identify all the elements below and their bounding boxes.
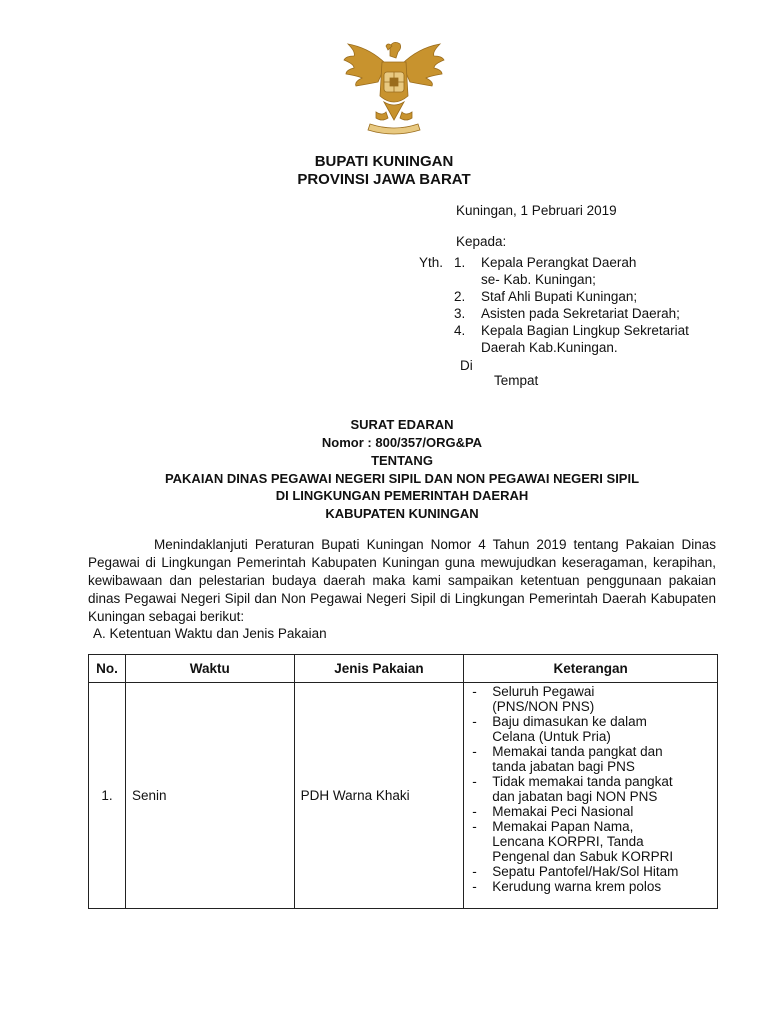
kepada-label: Kepada: — [456, 234, 507, 249]
keterangan-text: Kerudung warna krem polos — [492, 879, 662, 894]
table-row — [89, 683, 718, 909]
body-paragraph-text: Menindaklanjuti Peraturan Bupati Kuningan Nomor 4 Tahun 2019 tentang Pakaian Dinas Pegawai di Lingkungan Pemerintah Kabupaten Kuningan guna mewujudkan keseragaman, kerapihan, kewibawaan dan pelestarian budaya daerah maka kami sampaikan ketentuan penggunaan pakaian dinas Pegawai Negeri Sipil dan Non Pegawai Negeri Sipil di Lingkungan Pemerintah Daerah Kabupaten Kuningan sebagai berikut: — [88, 537, 716, 624]
header-no: No. — [89, 655, 126, 683]
keterangan-bullet: - — [472, 879, 477, 894]
header-line2: PROVINSI JAWA BARAT — [297, 171, 471, 188]
recipient-num: 1. — [454, 255, 466, 270]
recipient-item — [454, 322, 754, 339]
keterangan-bullet — [472, 729, 492, 744]
keterangan-bullet — [472, 699, 492, 714]
keterangan-bullet: - — [472, 804, 477, 819]
keterangan-item — [472, 684, 711, 699]
subject-line3: KABUPATEN KUNINGAN — [325, 506, 479, 521]
keterangan-text: tanda jabatan bagi PNS — [492, 759, 635, 774]
keterangan-bullet — [472, 789, 492, 804]
keterangan-item — [472, 729, 711, 744]
keterangan-text: Memakai tanda pangkat dan — [492, 744, 663, 759]
keterangan-bullet — [472, 849, 492, 864]
recipient-text-cont: se- Kab. Kuningan; — [481, 272, 596, 287]
cell-jenis: PDH Warna Khaki — [294, 683, 464, 909]
keterangan-text: (PNS/NON PNS) — [492, 699, 595, 714]
keterangan-bullet — [472, 759, 492, 774]
keterangan-item — [472, 759, 711, 774]
keterangan-list — [470, 684, 711, 894]
surat-edaran-title: SURAT EDARAN — [350, 417, 454, 432]
header-jenis-pakaian: Jenis Pakaian — [294, 655, 464, 683]
yth-label: Yth. — [419, 255, 444, 270]
keterangan-text: Memakai Peci Nasional — [492, 804, 634, 819]
keterangan-text: Baju dimasukan ke dalam — [492, 714, 647, 729]
keterangan-item — [472, 819, 711, 834]
keterangan-text: Sepatu Pantofel/Hak/Sol Hitam — [492, 864, 679, 879]
keterangan-item — [472, 849, 711, 864]
keterangan-item — [472, 879, 711, 894]
recipient-item — [454, 288, 754, 305]
di-label: Di — [460, 358, 473, 373]
keterangan-bullet: - — [472, 714, 477, 729]
keterangan-text: Lencana KORPRI, Tanda — [492, 834, 644, 849]
recipient-num: 2. — [454, 289, 466, 304]
keterangan-item — [472, 864, 711, 879]
recipient-item — [454, 305, 754, 322]
keterangan-text: Seluruh Pegawai — [492, 684, 595, 699]
dress-code-table — [88, 654, 718, 909]
nomor-line: Nomor : 800/357/ORG&PA — [321, 435, 483, 450]
recipient-num: 4. — [454, 323, 466, 338]
keterangan-item — [472, 789, 711, 804]
body-paragraph — [88, 536, 716, 626]
keterangan-item — [472, 744, 711, 759]
recipient-text: Staf Ahli Bupati Kuningan; — [481, 289, 638, 304]
keterangan-item — [472, 804, 711, 819]
recipient-text: Kepala Bagian Lingkup Sekretariat — [481, 323, 689, 338]
keterangan-text: Celana (Untuk Pria) — [492, 729, 611, 744]
tempat-label: Tempat — [494, 373, 539, 388]
garuda-emblem-icon — [340, 38, 448, 138]
keterangan-text: Memakai Papan Nama, — [492, 819, 634, 834]
table-header-row — [89, 655, 718, 683]
recipient-text: Kepala Perangkat Daerah — [481, 255, 637, 270]
recipient-text: Asisten pada Sekretariat Daerah; — [481, 306, 680, 321]
recipient-item — [454, 254, 754, 271]
keterangan-item — [472, 834, 711, 849]
keterangan-bullet: - — [472, 864, 477, 879]
section-a-heading: A. Ketentuan Waktu dan Jenis Pakaian — [93, 626, 327, 641]
keterangan-item — [472, 714, 711, 729]
keterangan-item — [472, 774, 711, 789]
keterangan-text: dan jabatan bagi NON PNS — [492, 789, 658, 804]
header-line1: BUPATI KUNINGAN — [314, 153, 454, 170]
keterangan-text: Pengenal dan Sabuk KORPRI — [492, 849, 674, 864]
place-date: Kuningan, 1 Pebruari 2019 — [456, 203, 617, 218]
keterangan-bullet — [472, 834, 492, 849]
cell-no: 1. — [89, 683, 126, 909]
keterangan-text: Tidak memakai tanda pangkat — [492, 774, 673, 789]
subject-line2: DI LINGKUNGAN PEMERINTAH DAERAH — [275, 488, 529, 503]
recipient-list — [454, 254, 754, 356]
tentang-line: TENTANG — [371, 453, 433, 468]
header-keterangan: Keterangan — [464, 655, 718, 683]
header-waktu: Waktu — [125, 655, 294, 683]
recipient-text-cont: Daerah Kab.Kuningan. — [481, 340, 618, 355]
keterangan-item — [472, 699, 711, 714]
cell-waktu: Senin — [125, 683, 294, 909]
keterangan-bullet: - — [472, 819, 477, 834]
keterangan-bullet: - — [472, 744, 477, 759]
keterangan-bullet: - — [472, 774, 477, 789]
cell-keterangan — [464, 683, 718, 909]
keterangan-bullet: - — [472, 684, 477, 699]
subject-line1: PAKAIAN DINAS PEGAWAI NEGERI SIPIL DAN NON PEGAWAI NEGERI SIPIL — [164, 471, 640, 486]
recipient-num: 3. — [454, 306, 466, 321]
